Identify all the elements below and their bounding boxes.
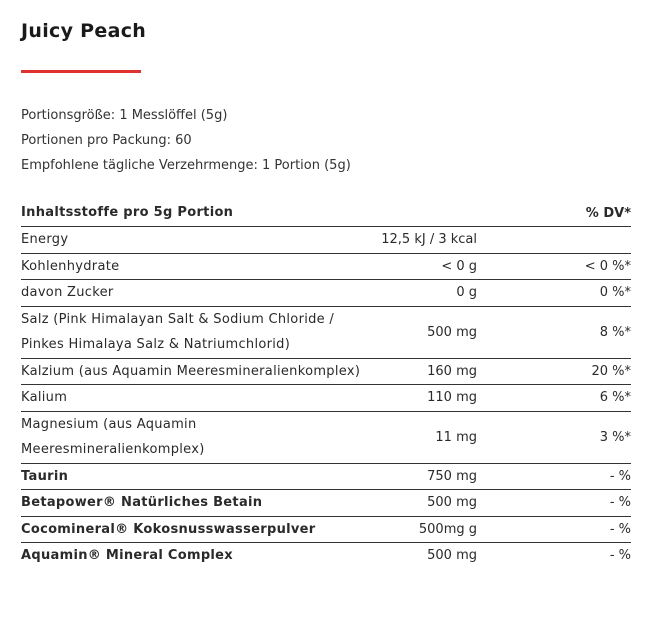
row-amount: 500 mg [361, 306, 477, 358]
table-row [21, 306, 631, 358]
row-amount: 110 mg [361, 385, 477, 412]
row-dv: 8 %* [477, 306, 631, 358]
serving-size: Portionsgröße: 1 Messlöffel (5g) [21, 108, 228, 123]
table-header [21, 200, 631, 227]
row-amount: 0 g [361, 280, 477, 307]
row-amount: 500mg g [361, 516, 477, 543]
table-row [21, 227, 631, 254]
row-dv: - % [477, 490, 631, 517]
row-dv: 6 %* [477, 385, 631, 412]
table-row [21, 490, 631, 517]
serving-info [21, 106, 351, 181]
row-name: Taurin [21, 463, 361, 490]
table-row [21, 253, 631, 280]
row-name: Kohlenhydrate [21, 253, 361, 280]
row-dv: - % [477, 516, 631, 543]
row-amount: 750 mg [361, 463, 477, 490]
table-row [21, 385, 631, 412]
row-dv: - % [477, 463, 631, 490]
row-name: Aquamin® Mineral Complex [21, 548, 233, 563]
row-dv [477, 227, 631, 254]
header-amount [361, 200, 477, 227]
row-dv: - % [609, 548, 631, 564]
row-name: Cocomineral® Kokosnusswasserpulver [21, 516, 361, 543]
row-dv: 0 %* [477, 280, 631, 307]
table-row [21, 411, 631, 463]
table-row [21, 543, 631, 569]
row-name: Magnesium (aus Aquamin Meeresmineralienkomplex) [21, 411, 361, 463]
row-name: Salz (Pink Himalayan Salt & Sodium Chloride / Pinkes Himalaya Salz & Natriumchlorid) [21, 306, 361, 358]
header-dv: % DV* [477, 200, 631, 227]
row-amount: 160 mg [361, 358, 477, 385]
table-row [21, 463, 631, 490]
row-dv: 20 %* [477, 358, 631, 385]
row-dv: 3 %* [477, 411, 631, 463]
title-accent-bar [21, 70, 141, 73]
header-name: Inhaltsstoffe pro 5g Portion [21, 200, 361, 227]
row-amount: 500 mg [361, 490, 477, 517]
nutrition-table [21, 200, 631, 569]
recommended-intake: Empfohlene tägliche Verzehrmenge: 1 Portion (5g) [21, 158, 351, 173]
row-name: Energy [21, 227, 361, 254]
table-row [21, 280, 631, 307]
table-row [21, 516, 631, 543]
servings-per-pack: Portionen pro Packung: 60 [21, 133, 192, 148]
row-amount: < 0 g [361, 253, 477, 280]
row-name: davon Zucker [21, 280, 361, 307]
row-name: Kalium [21, 385, 361, 412]
row-name: Betapower® Natürliches Betain [21, 490, 361, 517]
product-title: Juicy Peach [21, 20, 147, 42]
row-amount: 500 mg [427, 548, 477, 564]
table-row [21, 358, 631, 385]
row-amount: 11 mg [361, 411, 477, 463]
row-amount: 12,5 kJ / 3 kcal [361, 227, 477, 254]
row-name: Kalzium (aus Aquamin Meeresmineralienkomplex) [21, 358, 361, 385]
row-dv: < 0 %* [477, 253, 631, 280]
